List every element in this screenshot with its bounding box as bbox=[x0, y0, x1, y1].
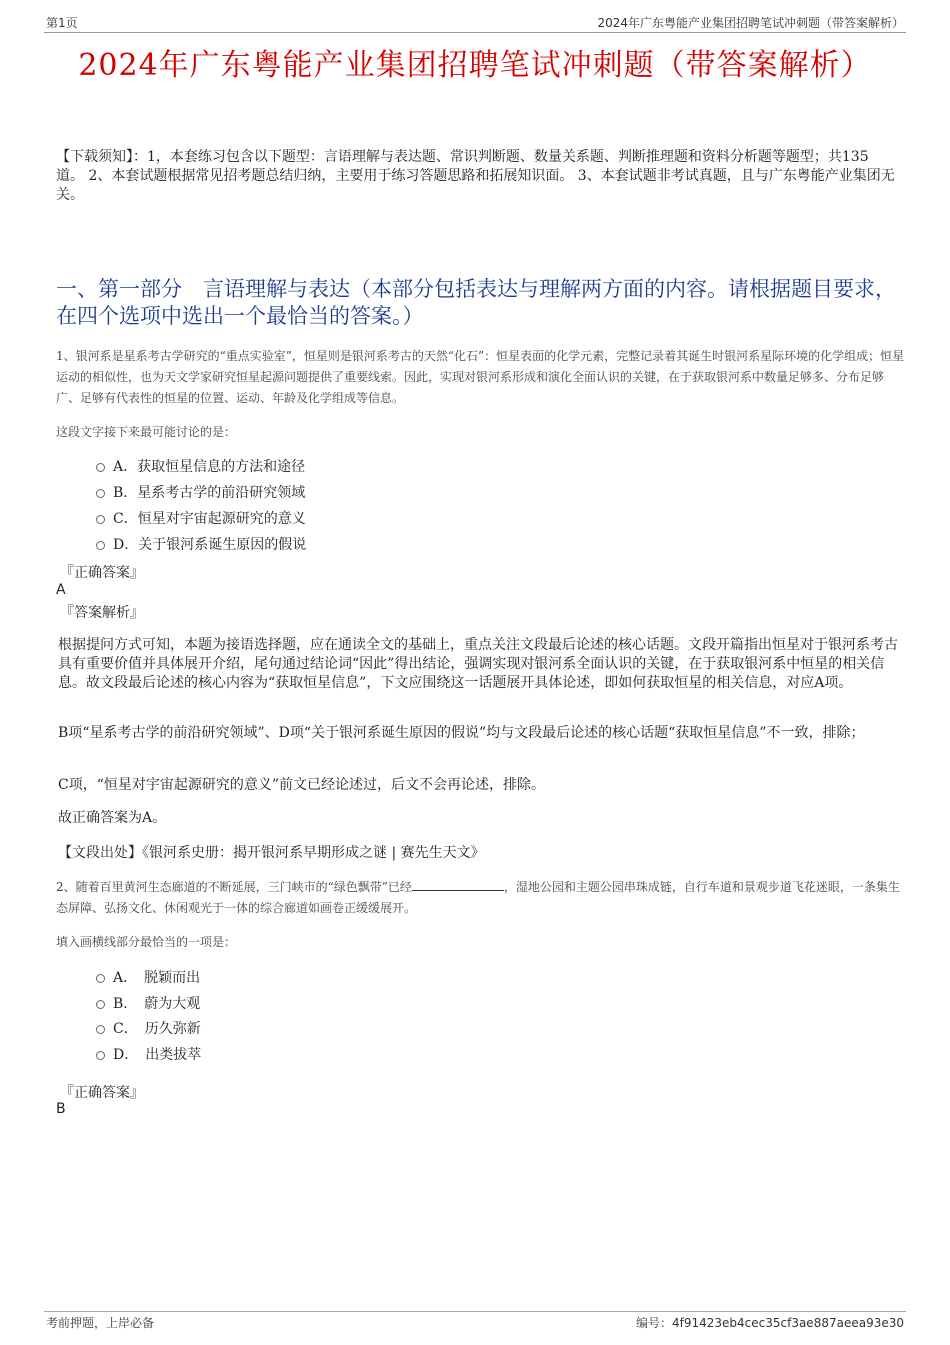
radio-icon[interactable] bbox=[96, 1025, 105, 1034]
q1-analysis-paragraph: 根据提问方式可知，本题为接语选择题，应在通读全文的基础上，重点关注文段最后论述的核心话题。文段开篇指出恒星对于银河系考古具有重要价值并具体展开介绍，尾句通过结论词“因此”得出结论，强调实现对银河系全面认识的关键，在于获取银河系中恒星的相关信息。故文段最后论述的核心内容为“获取恒星信息”，下文应围绕这一话题展开具体论述，即如何获取恒星的相关信息，对应A项。 bbox=[58, 637, 898, 691]
fill-blank bbox=[412, 878, 504, 891]
radio-icon[interactable] bbox=[96, 1051, 105, 1060]
document-id: 编号：4f91423eb4cec35cf3ae887aeea93e30 bbox=[635, 1316, 904, 1330]
q2-option-a[interactable] bbox=[96, 967, 200, 987]
q1-answer: A bbox=[56, 582, 66, 598]
q1-analysis-label: 『答案解析』 bbox=[60, 605, 144, 621]
question-1-prompt: 这段文字接下来最可能讨论的是： bbox=[56, 425, 237, 439]
radio-icon[interactable] bbox=[96, 489, 105, 498]
download-notice: 【下载须知】：1，本套练习包含以下题型：言语理解与表达题、常识判断题、数量关系题、判断推理题和资料分析题等题型；共135道。 2、本套试题根据常见招考题总结归纳，主要用于练习答题思路和拓展知识面。 3、本套试题非考试真题，且与广东粤能产业集团无关。 bbox=[56, 149, 895, 203]
q1-analysis-paragraph: B项“星系考古学的前沿研究领域”、D项“关于银河系诞生原因的假说”均与文段最后论述的核心话题“获取恒星信息”不一致，排除； bbox=[58, 725, 865, 741]
option-label: C． 历久弥新 bbox=[113, 1021, 201, 1037]
q2-answer: B bbox=[56, 1101, 66, 1117]
option-label: B．星系考古学的前沿研究领域 bbox=[113, 485, 306, 501]
q2-option-b[interactable] bbox=[96, 993, 200, 1013]
running-title: 2024年广东粤能产业集团招聘笔试冲刺题（带答案解析） bbox=[597, 16, 904, 30]
stem-text: 2、随着百里黄河生态廊道的不断延展，三门峡市的“绿色飘带”已经 bbox=[56, 880, 412, 894]
page-number: 第1页 bbox=[46, 16, 78, 30]
q2-option-d[interactable] bbox=[96, 1044, 201, 1064]
footer-divider bbox=[44, 1311, 906, 1312]
radio-icon[interactable] bbox=[96, 974, 105, 983]
q1-analysis-paragraph: 故正确答案为A。 bbox=[58, 810, 167, 826]
section-heading: 一、第一部分 言语理解与表达（本部分包括表达与理解两方面的内容。请根据题目要求，在四个选项中选出一个最恰当的答案。） bbox=[56, 277, 896, 328]
q1-option-c[interactable] bbox=[96, 508, 306, 528]
question-2-prompt: 填入画横线部分最恰当的一项是： bbox=[56, 935, 237, 949]
stem-text: ，湿地公园和主题公园串珠成链，自行车道和景观步道飞花迷眼，一条集生态屏障、弘扬文化、休闲观光于一体的综合廊道如画卷正缓缓展开。 bbox=[56, 880, 900, 915]
footer-slogan: 考前押题，上岸必备 bbox=[46, 1316, 155, 1330]
q1-option-d[interactable] bbox=[96, 534, 306, 554]
q1-source: 【文段出处】《银河系史册：揭开银河系早期形成之谜 | 赛先生天文》 bbox=[58, 845, 485, 861]
option-label: C．恒星对宇宙起源研究的意义 bbox=[113, 511, 306, 527]
option-label: A．获取恒星信息的方法和途径 bbox=[113, 459, 306, 475]
document-title: 2024年广东粤能产业集团招聘笔试冲刺题（带答案解析） bbox=[78, 48, 872, 83]
q1-option-b[interactable] bbox=[96, 482, 305, 502]
radio-icon[interactable] bbox=[96, 541, 105, 550]
question-1-stem: 1、银河系是星系考古学研究的“重点实验室”，恒星则是银河系考古的天然“化石”：恒星表面的化学元素，完整记录着其诞生时银河系星际环境的化学组成；恒星运动的相似性，也为天文学家研究恒星起源问题提供了重要线索。因此，实现对银河系形成和演化全面认识的关键，在于获取银河系中数量足够多、分布足够广、足够有代表性的恒星的位置、运动、年龄及化学组成等信息。 bbox=[56, 349, 905, 405]
option-label: D． 出类拔萃 bbox=[113, 1047, 202, 1063]
option-label: A． 脱颖而出 bbox=[113, 970, 201, 986]
option-label: D．关于银河系诞生原因的假说 bbox=[113, 537, 307, 553]
q1-analysis-paragraph: C项，“恒星对宇宙起源研究的意义”前文已经论述过，后文不会再论述，排除。 bbox=[58, 777, 546, 793]
radio-icon[interactable] bbox=[96, 463, 105, 472]
q2-answer-label: 『正确答案』 bbox=[60, 1085, 144, 1101]
radio-icon[interactable] bbox=[96, 1000, 105, 1009]
question-2-stem bbox=[56, 877, 906, 919]
q2-option-c[interactable] bbox=[96, 1018, 201, 1038]
header-divider bbox=[44, 32, 906, 33]
q1-option-a[interactable] bbox=[96, 456, 305, 476]
radio-icon[interactable] bbox=[96, 515, 105, 524]
option-label: B． 蔚为大观 bbox=[113, 996, 201, 1012]
q1-answer-label: 『正确答案』 bbox=[60, 565, 144, 581]
